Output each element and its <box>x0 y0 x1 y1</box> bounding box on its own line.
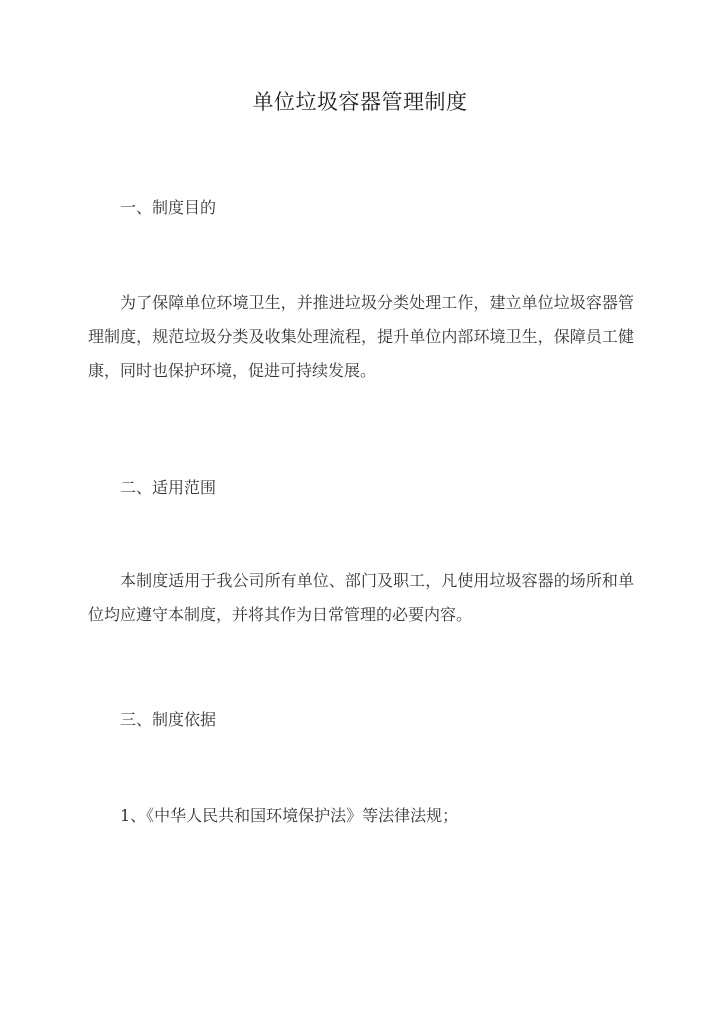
section-paragraph-scope: 本制度适用于我公司所有单位、部门及职工，凡使用垃圾容器的场所和单位均应遵守本制度，并将其作为日常管理的必要内容。 <box>88 571 634 624</box>
section-heading-basis: 三、制度依据 <box>120 710 217 729</box>
section-heading-scope: 二、适用范围 <box>120 478 217 497</box>
section-heading-purpose: 一、制度目的 <box>120 198 217 217</box>
basis-list-item: 1、《中华人民共和国环境保护法》等法律法规； <box>120 806 459 825</box>
document-title: 单位垃圾容器管理制度 <box>252 90 468 114</box>
section-paragraph-purpose: 为了保障单位环境卫生，并推进垃圾分类处理工作，建立单位垃圾容器管理制度，规范垃圾分类及收集处理流程，提升单位内部环境卫生，保障员工健康，同时也保护环境，促进可持续发展。 <box>88 293 634 380</box>
